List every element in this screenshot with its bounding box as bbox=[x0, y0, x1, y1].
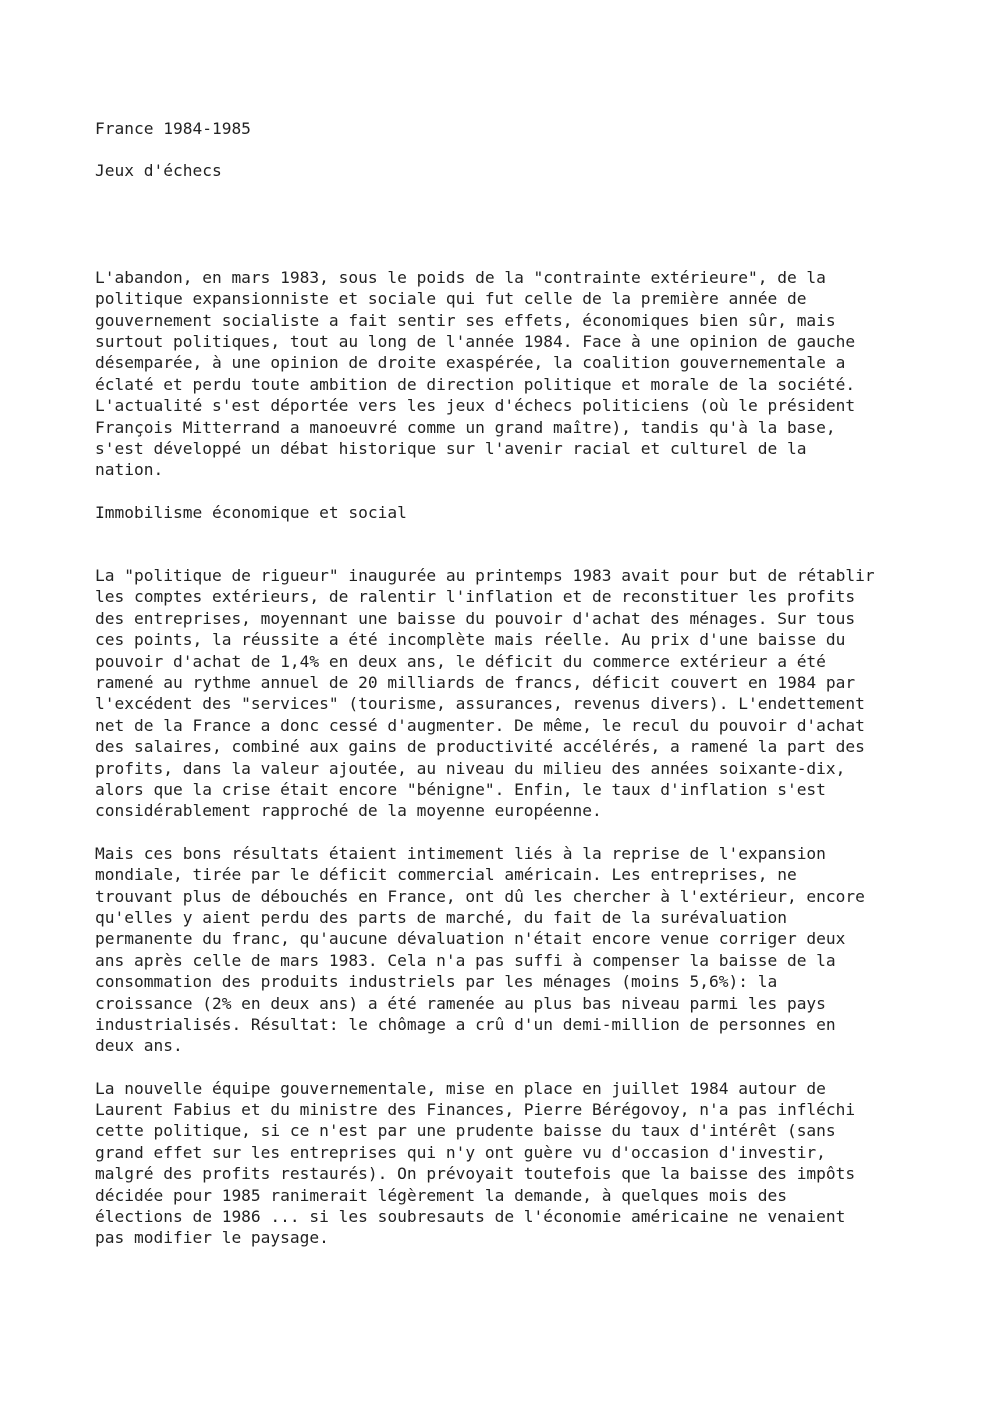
text-line: La nouvelle équipe gouvernementale, mise en place en juillet 1984 autour de bbox=[95, 1078, 826, 1098]
text-line: L'abandon, en mars 1983, sous le poids de la "contrainte extérieure", de la bbox=[95, 267, 826, 287]
text-line: François Mitterrand a manoeuvré comme un grand maître), tandis qu'à la base, bbox=[95, 417, 836, 437]
text-line: La "politique de rigueur" inaugurée au printemps 1983 avait pour but de rétablir bbox=[95, 566, 875, 586]
text-line: cette politique, si ce n'est par une prudente baisse du taux d'intérêt (sans bbox=[95, 1121, 836, 1141]
text-line: Laurent Fabius et du ministre des Finances, Pierre Bérégovoy, n'a pas infléchi bbox=[95, 1100, 856, 1120]
text-line: désemparée, à une opinion de droite exaspérée, la coalition gouvernementale a bbox=[95, 353, 846, 373]
paragraph-3 bbox=[95, 1078, 965, 1249]
text-line: net de la France a donc cessé d'augmenter. De même, le recul du pouvoir d'achat bbox=[95, 715, 865, 735]
document-subtitle bbox=[95, 160, 965, 181]
text-line: les comptes extérieurs, de ralentir l'inflation et de reconstituer les profits bbox=[95, 587, 856, 607]
text-line: décidée pour 1985 ranimerait légèrement la demande, à quelques mois des bbox=[95, 1185, 787, 1205]
text-line: L'actualité s'est déportée vers les jeux d'échecs politiciens (où le président bbox=[95, 396, 856, 416]
text-line: surtout politiques, tout au long de l'année 1984. Face à une opinion de gauche bbox=[95, 331, 856, 351]
text-line: deux ans. bbox=[95, 1036, 183, 1056]
text-line: qu'elles y aient perdu des parts de marché, du fait de la surévaluation bbox=[95, 907, 787, 927]
paragraph-1 bbox=[95, 565, 965, 822]
text-line: ans après celle de mars 1983. Cela n'a pas suffi à compenser la baisse de la bbox=[95, 950, 836, 970]
text-line: ces points, la réussite a été incomplète mais réelle. Au prix d'une baisse du bbox=[95, 630, 846, 650]
document-title bbox=[95, 118, 965, 139]
text-line: pouvoir d'achat de 1,4% en deux ans, le déficit du commerce extérieur a été bbox=[95, 651, 826, 671]
text-line: pas modifier le paysage. bbox=[95, 1228, 329, 1248]
intro-paragraph bbox=[95, 267, 965, 481]
text-line: trouvant plus de débouchés en France, ont dû les chercher à l'extérieur, encore bbox=[95, 886, 865, 906]
text-line: l'excédent des "services" (tourisme, assurances, revenus divers). L'endettement bbox=[95, 694, 865, 714]
subtitle-text: Jeux d'échecs bbox=[95, 161, 222, 181]
text-line: des salaires, combiné aux gains de productivité accélérés, a ramené la part des bbox=[95, 737, 865, 757]
text-line: éclaté et perdu toute ambition de direction politique et morale de la société. bbox=[95, 374, 856, 394]
text-line: malgré des profits restaurés). On prévoyait toutefois que la baisse des impôts bbox=[95, 1164, 856, 1184]
text-line: Mais ces bons résultats étaient intimement liés à la reprise de l'expansion bbox=[95, 843, 826, 863]
text-line: mondiale, tirée par le déficit commercial américain. Les entreprises, ne bbox=[95, 865, 797, 885]
document-page bbox=[95, 118, 965, 1249]
text-line: des entreprises, moyennant une baisse du pouvoir d'achat des ménages. Sur tous bbox=[95, 608, 856, 628]
text-line: ramené au rythme annuel de 20 milliards de francs, déficit couvert en 1984 par bbox=[95, 673, 856, 693]
text-line: s'est développé un débat historique sur l'avenir racial et culturel de la bbox=[95, 438, 807, 458]
text-line: consommation des produits industriels par les ménages (moins 5,6%): la bbox=[95, 972, 778, 992]
text-line: élections de 1986 ... si les soubresauts de l'économie américaine ne venaient bbox=[95, 1207, 846, 1227]
text-line: permanente du franc, qu'aucune dévaluation n'était encore venue corriger deux bbox=[95, 929, 846, 949]
text-line: considérablement rapproché de la moyenne européenne. bbox=[95, 801, 602, 821]
text-line: alors que la crise était encore "bénigne". Enfin, le taux d'inflation s'est bbox=[95, 779, 826, 799]
text-line: croissance (2% en deux ans) a été ramenée au plus bas niveau parmi les pays bbox=[95, 993, 826, 1013]
text-line: nation. bbox=[95, 460, 164, 480]
text-line: politique expansionniste et sociale qui fut celle de la première année de bbox=[95, 289, 807, 309]
title-text: France 1984-1985 bbox=[95, 119, 251, 138]
section-heading bbox=[95, 502, 965, 523]
text-line: profits, dans la valeur ajoutée, au niveau du milieu des années soixante-dix, bbox=[95, 758, 846, 778]
text-line: grand effet sur les entreprises qui n'y ont guère vu d'occasion d'investir, bbox=[95, 1142, 826, 1162]
section-heading-text: Immobilisme économique et social bbox=[95, 502, 407, 522]
text-line: industrialisés. Résultat: le chômage a crû d'un demi-million de personnes en bbox=[95, 1014, 836, 1034]
text-line: gouvernement socialiste a fait sentir ses effets, économiques bien sûr, mais bbox=[95, 310, 836, 330]
paragraph-2 bbox=[95, 843, 965, 1057]
